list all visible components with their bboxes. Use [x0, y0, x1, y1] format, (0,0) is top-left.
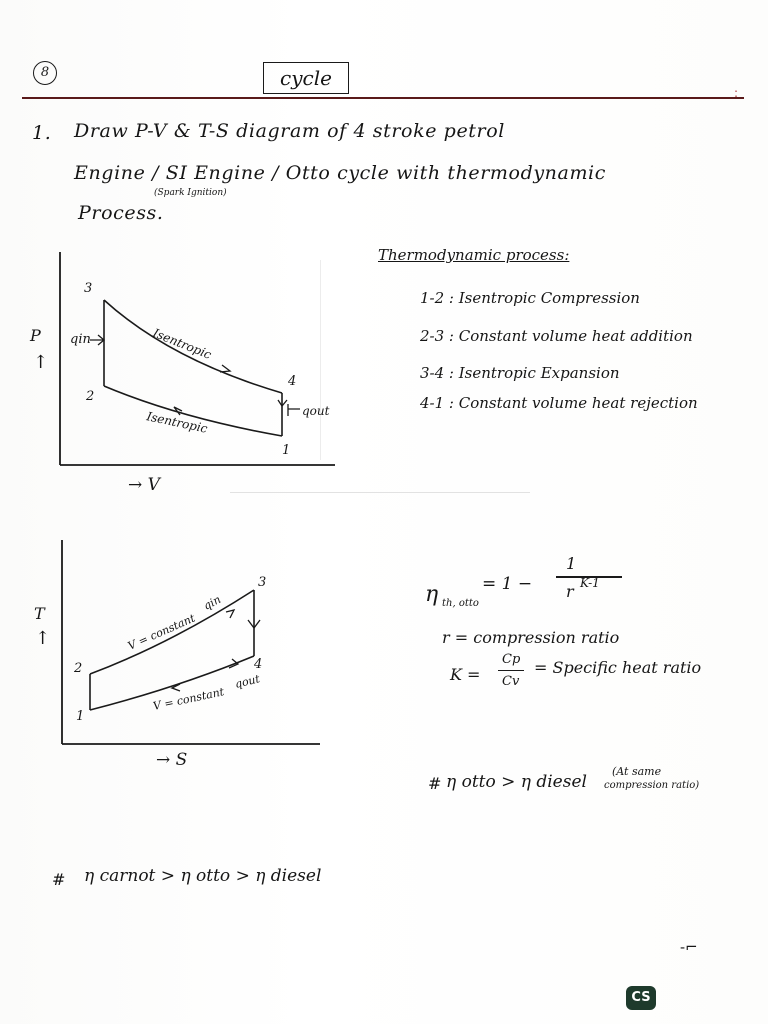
ts-addition-direction-arrow [226, 610, 234, 618]
comparison-1: η otto > η diesel [446, 772, 587, 792]
ts-point-2: 2 [74, 661, 83, 676]
question-number: 1. [32, 122, 52, 144]
page-corner-mark: : [734, 86, 739, 100]
efficiency-symbol: η [425, 582, 439, 607]
k-lhs: K = [450, 665, 481, 684]
pv-lower-curve-label: Isentropic [145, 409, 209, 436]
k-numerator: Cp [502, 652, 521, 667]
pv-y-axis-arrow: ↑ [33, 352, 49, 373]
ts-lower-q-label: qout [233, 672, 262, 691]
qout-arrow [288, 404, 300, 416]
ts-point-4: 4 [254, 657, 263, 672]
pv-upper-curve-label: Isentropic [150, 325, 214, 362]
ts-point-1: 1 [76, 709, 85, 724]
ts-upper-curve-label: V = constant [125, 611, 198, 653]
comparison-1-hash: # [428, 774, 442, 793]
camscanner-logo: CS [626, 986, 656, 1010]
pv-y-axis-label: P [30, 326, 41, 345]
pv-expansion-direction-arrow [220, 365, 230, 372]
k-fraction-bar [498, 670, 524, 671]
pv-point-3: 3 [84, 281, 93, 296]
k-denominator: Cv [502, 674, 520, 689]
ts-y-axis-label: T [34, 604, 45, 623]
efficiency-subscript: th, otto [442, 598, 479, 609]
process-heading: Thermodynamic process: [378, 246, 570, 264]
process-item-4: 4-1 : Constant volume heat rejection [420, 394, 698, 412]
question-line-3: Process. [78, 202, 164, 224]
pv-qout-label: qout [302, 404, 330, 418]
ts-diagram [0, 538, 360, 758]
efficiency-exponent: K-1 [580, 576, 600, 590]
question-line-1: Draw P-V & T-S diagram of 4 stroke petrol [74, 120, 505, 142]
pv-point-1: 1 [282, 443, 291, 458]
ts-point-3: 3 [258, 575, 267, 590]
footer-mark: -⌐ [680, 938, 698, 956]
k-rhs: = Specific heat ratio [534, 658, 702, 677]
comparison-1-note-line-2: compression ratio) [604, 780, 700, 791]
compression-ratio-definition: r = compression ratio [442, 628, 620, 647]
efficiency-denominator: r [566, 582, 574, 601]
pv-x-axis-label: → V [128, 475, 160, 495]
ts-x-axis-label: → S [156, 750, 188, 770]
comparison-2-hash: # [52, 870, 66, 889]
page-number-badge: 8 [33, 61, 57, 85]
process-item-1: 1-2 : Isentropic Compression [420, 289, 640, 307]
pv-point-4: 4 [288, 374, 297, 389]
pv-diagram [0, 240, 360, 500]
header-rule [22, 97, 744, 99]
page-title: cycle [263, 62, 349, 94]
question-note: (Spark Ignition) [154, 188, 227, 198]
ts-y-axis-arrow: ↑ [35, 628, 51, 649]
pv-qin-label: qin [70, 332, 91, 347]
comparison-1-note-line-1: (At same [612, 765, 662, 778]
efficiency-numerator: 1 [566, 554, 577, 573]
question-line-2: Engine / SI Engine / Otto cycle with thermodynamic [74, 162, 606, 184]
qin-arrow [90, 335, 104, 345]
efficiency-rhs: = 1 − [482, 574, 533, 594]
pv-point-2: 2 [86, 389, 95, 404]
ts-upper-q-label: qin [201, 592, 223, 613]
comparison-2: η carnot > η otto > η diesel [84, 866, 322, 886]
process-item-2: 2-3 : Constant volume heat addition [420, 327, 693, 345]
ts-lower-curve-label: V = constant [151, 685, 226, 713]
process-item-3: 3-4 : Isentropic Expansion [420, 364, 620, 382]
